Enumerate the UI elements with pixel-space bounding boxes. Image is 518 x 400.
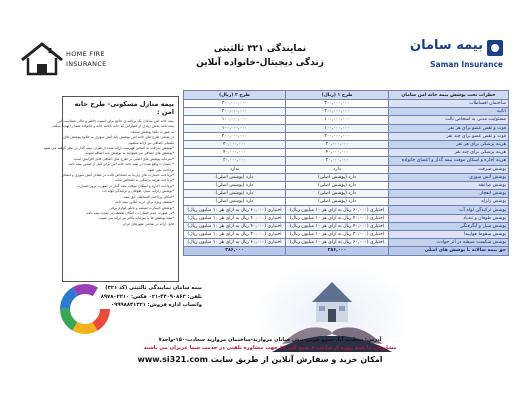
table-row bbox=[184, 198, 509, 206]
coverage-cell: پوشش طوفان و تندباد bbox=[389, 214, 509, 222]
coverage-cell: پوشش ترکیدگی لوله آب bbox=[389, 206, 509, 214]
plan1-cell: اختیاری (۳۰,۰۰۰ ریال به ازای هر ۱۰ میلیون ریال) bbox=[286, 231, 389, 239]
plan2-cell: ۲۸۶,۰۰۰ bbox=[184, 247, 286, 255]
table-row bbox=[184, 181, 509, 189]
house-icon bbox=[20, 42, 64, 76]
plan2-cell: اختیاری (۳۰,۰۰۰ ریال به ازای هر ۱۰ میلیون ریال) bbox=[184, 231, 286, 239]
website-footer[interactable]: www.si321.com امکان خرید و سفارش آنلاین از طریق سایت bbox=[137, 355, 383, 364]
coverage-cell: پوشش شکست شیشه در اثر حوادث bbox=[389, 239, 509, 247]
table-row bbox=[184, 100, 509, 108]
plan1-cell: ۱۰۰,۰۰۰,۰۰۰ bbox=[286, 124, 389, 132]
plan1-cell: دارد (پوشش اصلی) bbox=[286, 173, 389, 181]
saman-brand-en: Saman Insurance bbox=[430, 60, 503, 69]
description-line: * خسارت واقع شده در بیمه نامه خانه امن برای قبل از صدور بیمه نامه bbox=[68, 162, 174, 167]
plan2-cell: دارد (پوشش اصلی) bbox=[184, 173, 286, 181]
plan2-cell: دارد (پوشش اصلی) bbox=[184, 198, 286, 206]
plan1-cell: ۴۰,۰۰۰,۰۰۰ bbox=[286, 149, 389, 157]
description-line: تکمیلی اضافی نیز ارائه میشود. bbox=[127, 140, 174, 145]
coverage-cell: پوشش صاعقه bbox=[389, 181, 509, 189]
table-row bbox=[184, 165, 509, 173]
coverage-cell: فوت و نقص عضو برای هر نفر bbox=[389, 124, 509, 132]
coverage-cell: فوت و نقص عضو برای چند نفر bbox=[389, 132, 509, 140]
plan1-cell: ۲۰,۰۰۰,۰۰۰ bbox=[286, 157, 389, 165]
plan2-cell: ندارد bbox=[184, 165, 286, 173]
plan1-cell: دارد (پوشش اصلی) bbox=[286, 190, 389, 198]
table-row bbox=[184, 149, 509, 157]
table-row bbox=[184, 157, 509, 165]
plan1-cell: اختیاری (۶۰,۰۰۰ ریال به ازای هر ۱۰ میلیون ریال) bbox=[286, 206, 389, 214]
coverage-cell: پوشش سقوط هواپیما bbox=[389, 231, 509, 239]
plan2-cell: ۱۰۰,۰۰۰,۰۰۰ bbox=[184, 124, 286, 132]
home-brand-line1: HOME FIRE bbox=[66, 50, 105, 58]
plan2-cell: اختیاری (۴۰,۰۰۰ ریال به ازای هر ۱۰ میلیون ریال) bbox=[184, 222, 286, 230]
plan1-cell: دارد (پوشش اصلی) bbox=[286, 198, 389, 206]
col-header-coverage: خطرات تحت پوشش بیمه خانه امن سامان bbox=[389, 91, 509, 100]
plan-description bbox=[42, 96, 179, 282]
table-row bbox=[184, 206, 509, 214]
table-row bbox=[184, 247, 509, 255]
consult-hours-line: مشاوران ما همه روزه از ساعت ۸ صبح الی ۱۷ جهت مشاوره تلفنی در خدمت شما عزیزان می باشند bbox=[143, 345, 397, 351]
plan1-cell: اختیاری (۴۰,۰۰۰ ریال به ازای هر ۱۰ میلیون ریال) bbox=[286, 222, 389, 230]
table-row bbox=[184, 231, 509, 239]
description-line: بیمه نامه بخش زیادی از خطراتی که خانه ،اثاثیه خانه و خانواده شما را تهدید میکند ، bbox=[50, 124, 174, 129]
description-line: به صورت یکجا پوشش میدهد. bbox=[129, 129, 174, 134]
coverage-cell: پوشش انفجار bbox=[389, 190, 509, 198]
description-line: قابل ارائه در تمامی شهرهای ایران bbox=[122, 221, 174, 226]
col-header-plan2: طرح ۲ (ریال) bbox=[184, 91, 286, 100]
coverage-cell: پوشش آتش سوزی bbox=[389, 173, 509, 181]
description-line: *پرداخت اجاره و اسکان موقت بیمه گذار در صورت بروز خسارت bbox=[77, 183, 174, 188]
plan2-cell: اختیاری (۴۰,۰۰۰ ریال به ازای هر ۱۰ میلیون ریال) bbox=[184, 214, 286, 222]
whatsapp-sales[interactable]: واتساپ اداره فروش: ۰۹۹۹۸۸۴۱۳۲۱ bbox=[111, 302, 202, 308]
plan1-cell: ۲۰۰,۰۰۰,۰۰۰ bbox=[286, 132, 389, 140]
table-row bbox=[184, 239, 509, 247]
description-line: در تمامی طرح های خانه امن پوشش پایه آتش سوزی به علاوه پوشش های bbox=[63, 135, 174, 140]
description-line: *پوشش زلزله، سیل، طوفان و ترکیدگی لوله آب bbox=[102, 189, 174, 194]
table-row bbox=[184, 108, 509, 116]
plan1-cell: ۳۰۰,۰۰۰,۰۰۰ bbox=[286, 100, 389, 108]
plan2-cell: دارد (پوشش اصلی) bbox=[184, 181, 286, 189]
description-line: *پوشش های اضافی نیز میتوانند به پوشش پایه اضافه شوند. bbox=[84, 151, 174, 156]
description-line: *پرداخت هزینه پزشکی به اشخاص ثالث bbox=[114, 178, 174, 183]
description-line: *در صورت عدم خسارت ، امکان تخفیف در تمدید بیمه نامه bbox=[86, 210, 174, 215]
agency-code: بیمه سامان نمایندگی ثالثیتی (کد ۳۲۱) bbox=[105, 285, 202, 291]
plan2-cell: اختیاری (۶۰,۰۰۰ ریال به ازای هر ۱۰ میلیون ریال) bbox=[184, 206, 286, 214]
plan2-cell: دارد (پوشش اصلی) bbox=[184, 190, 286, 198]
plan1-cell: اختیاری (۶۰,۰۰۰ ریال به ازای هر ۱۰ میلیون ریال) bbox=[286, 239, 389, 247]
coverage-cell: مسئولیت مدنی به اشخاص ثالث bbox=[389, 116, 509, 124]
phone-fax[interactable]: تلفن: ۴۴۰۹۰۸۶۳-۰۲۱ فکس: ۸۹۷۸۰۲۲۱۰ bbox=[100, 293, 202, 300]
saman-logo bbox=[380, 36, 505, 76]
plan2-cell: اختیاری (۶۰,۰۰۰ ریال به ازای هر ۱۰ میلیون ریال) bbox=[184, 239, 286, 247]
description-line: *پوشش سرقت به اساس فهرست ارائه شده از طرف بیمه گذار در نظر گرفته می شود. bbox=[42, 146, 174, 151]
coverage-cell: پوشش سیل و آبگرفتگی bbox=[389, 222, 509, 230]
plan2-cell: ۱۰۰,۰۰۰,۰۰۰ bbox=[184, 116, 286, 124]
plan1-cell: ۱۰۰,۰۰۰,۰۰۰ bbox=[286, 116, 389, 124]
description-line: *امکان پرداخت اقساطی حق بیمه bbox=[123, 194, 174, 199]
plan1-cell: ۲۸۶,۰۰۰ bbox=[286, 247, 389, 255]
table-row bbox=[184, 190, 509, 198]
table-row bbox=[184, 214, 509, 222]
coverage-cell: هزینه پزشکی برای هر نفر bbox=[389, 140, 509, 148]
plan1-cell: دارد (پوشش اصلی) bbox=[286, 181, 389, 189]
table-row bbox=[184, 116, 509, 124]
plan2-cell: ۳۰۰,۰۰۰,۰۰۰ bbox=[184, 100, 286, 108]
coverage-cell: ساختمان اقساطات bbox=[389, 100, 509, 108]
coverage-table bbox=[183, 90, 509, 256]
plan2-cell: ۲۰,۰۰۰,۰۰۰ bbox=[184, 140, 286, 148]
table-row bbox=[184, 173, 509, 181]
page-heading bbox=[175, 42, 345, 70]
saman-mark-icon bbox=[487, 40, 503, 56]
description-line: *پرداخت خسارت های وارده به اشخاص ثالث در مقابل آتش سوزی و انفجار bbox=[61, 173, 174, 178]
coverage-cell: پوشش سرقت bbox=[389, 165, 509, 173]
contact-info bbox=[100, 284, 202, 310]
agency-slogan: زندگی دیجیتال-خانواده آنلاین bbox=[196, 58, 324, 68]
plan1-cell: ۲۰۰,۰۰۰,۰۰۰ bbox=[286, 108, 389, 116]
table-row bbox=[184, 124, 509, 132]
plan1-cell: دارد bbox=[286, 165, 389, 173]
description-line: پرداخت نمی شود. bbox=[146, 167, 174, 172]
plan2-cell: ۲۰,۰۰۰,۰۰۰ bbox=[184, 157, 286, 165]
plan1-cell: ۲۰,۰۰۰,۰۰۰ bbox=[286, 140, 389, 148]
coverage-cell: هزینه پزشکی برای چند نفر bbox=[389, 149, 509, 157]
description-title: بیمه منازل مسکونی- طرح خانه امن : bbox=[74, 100, 174, 116]
table-header-row bbox=[184, 91, 509, 100]
plan1-cell: اختیاری (۴۰,۰۰۰ ریال به ازای هر ۱۰ میلیون ریال) bbox=[286, 214, 389, 222]
agency-name: نمایندگی ۳۲۱ ثالثیتی bbox=[213, 44, 307, 54]
coverage-cell: اثاثیه bbox=[389, 108, 509, 116]
plan2-cell: ۲۰۰,۰۰۰,۰۰۰ bbox=[184, 108, 286, 116]
description-line: *تخفیف ویژه برای خرید آنلاین بیمه نامه bbox=[115, 200, 174, 205]
description-line: *همه پوشش ها با سرمایه بالاتر نیز ارائه می شوند. bbox=[97, 216, 174, 221]
coverage-cell: حق بیمه سالانه با پوشش های اصلی bbox=[389, 247, 509, 255]
plan2-cell: ۴۰,۰۰۰,۰۰۰ bbox=[184, 149, 286, 157]
coverage-cell: پوشش زلزله bbox=[389, 198, 509, 206]
home-fire-logo bbox=[20, 40, 130, 80]
coverage-cell: هزینه اجاره و اسکان موقت بیمه گذار و اعضای خانواده bbox=[389, 157, 509, 165]
home-brand-line2: INSURANCE bbox=[66, 60, 107, 68]
address-block bbox=[30, 336, 510, 352]
address-line: آدرس: سعادت آباد-سرو غربی-نبش خیابان مروارید-ساختمان مروارید سعادت-۱۵۰-واحد۷ bbox=[158, 337, 382, 343]
col-header-plan1: طرح ۱ (ریال) bbox=[286, 91, 389, 100]
description-line: *سرمایه پوشش های اصلی در طرح های اضافی قابل افزایش است. bbox=[72, 156, 174, 161]
table-row bbox=[184, 140, 509, 148]
table-row bbox=[184, 222, 509, 230]
plan2-cell: ۲۰۰,۰۰۰,۰۰۰ bbox=[184, 132, 286, 140]
saman-brand-fa: بیمه سامان bbox=[409, 38, 483, 53]
table-row bbox=[184, 132, 509, 140]
description-line: *پوشش خسارت شیشه و تابلو، لوازم برقی bbox=[109, 205, 174, 210]
description-line: بیمه خانه امن سامان یک برنامه ی جامع برای امنیت خاطر و مالی شماست این bbox=[57, 119, 174, 123]
